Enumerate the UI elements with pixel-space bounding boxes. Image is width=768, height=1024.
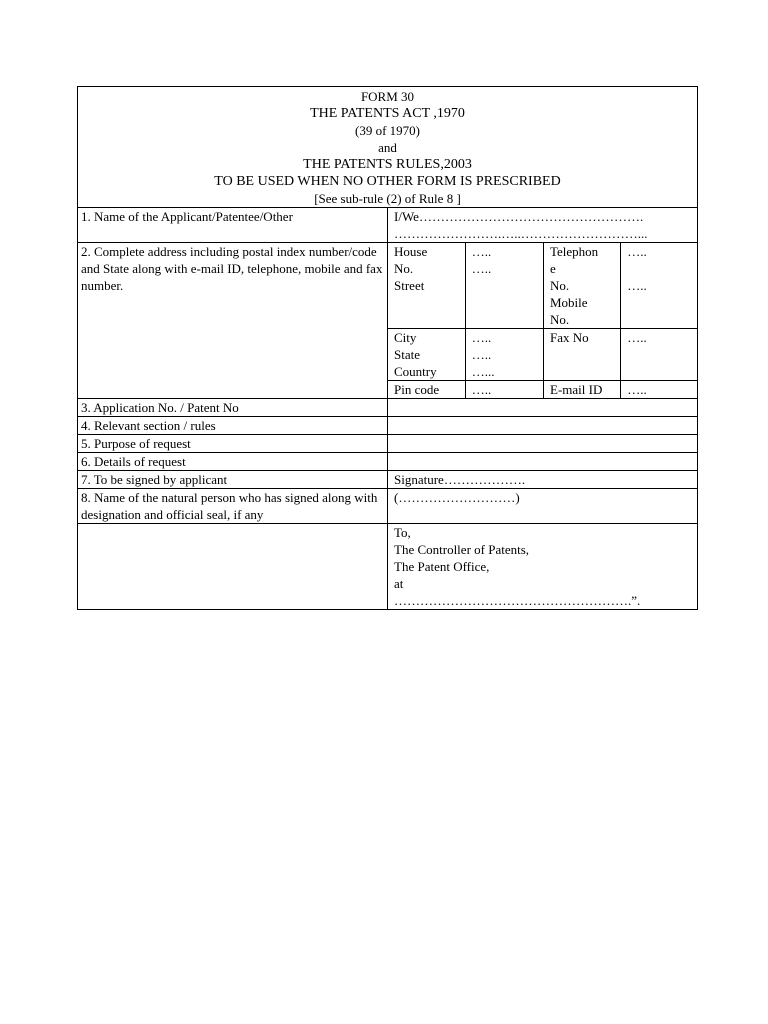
house-street-values[interactable] [465, 243, 543, 329]
telephone-value: ….. [627, 244, 647, 259]
house-label-no: No. [394, 261, 414, 276]
applicant-name-label: 1. Name of the Applicant/Patentee/Other [78, 208, 388, 243]
city-state-country-labels [388, 329, 465, 381]
phone-mobile-values[interactable] [621, 243, 697, 329]
email-label: E-mail ID [544, 381, 621, 399]
fax-label: Fax No [544, 329, 621, 381]
conjunction: and [378, 140, 397, 155]
house-label: House [394, 244, 428, 259]
purpose-field[interactable] [388, 435, 698, 453]
address-label: 2. Complete address including postal index number/code and State along with e-mail ID, telephone, mobile and fax number. [78, 243, 388, 399]
email-value[interactable]: ….. [621, 381, 697, 399]
street-label: Street [394, 278, 425, 293]
street-value: ….. [471, 261, 492, 276]
mobile-label: Mobile [550, 295, 588, 310]
relevant-section-label: 4. Relevant section / rules [78, 417, 388, 435]
city-value: ….. [471, 330, 492, 345]
addressee-block [388, 524, 698, 610]
city-label: City [394, 330, 417, 345]
address-table [388, 243, 697, 398]
signatory-field[interactable]: (………………………) [388, 489, 698, 524]
act-number: (39 of 1970) [355, 123, 420, 138]
address-fields [388, 243, 698, 399]
signatory-label: 8. Name of the natural person who has signed along with designation and official seal, if any [78, 489, 388, 524]
table-row [78, 524, 698, 610]
signature-field[interactable]: Signature………………. [388, 471, 698, 489]
application-number-label: 3. Application No. / Patent No [78, 399, 388, 417]
relevant-section-field[interactable] [388, 417, 698, 435]
form-header [78, 87, 698, 208]
form-number: FORM 30 [360, 89, 415, 104]
country-label: Country [394, 364, 437, 379]
empty-cell [78, 524, 388, 610]
mobile-label-no: No. [550, 312, 570, 327]
details-field[interactable] [388, 453, 698, 471]
fax-value[interactable]: ….. [621, 329, 697, 381]
telephone-label-e: e [550, 261, 556, 276]
mobile-value: ….. [627, 278, 647, 293]
house-street-labels [388, 243, 465, 329]
table-row [78, 243, 698, 399]
table-row [78, 399, 698, 417]
addressee-to: To, [394, 525, 411, 540]
addressee-at: at [394, 576, 404, 591]
spacer [627, 260, 691, 277]
applicant-name-line-1: I/We……………………………………………. [394, 209, 644, 224]
table-row [78, 489, 698, 524]
signature-label: 7. To be signed by applicant [78, 471, 388, 489]
patent-form-30 [77, 86, 698, 610]
city-state-country-values[interactable] [465, 329, 543, 381]
country-value: …... [471, 364, 495, 379]
details-label: 6. Details of request [78, 453, 388, 471]
telephone-label-no: No. [550, 278, 570, 293]
application-number-field[interactable] [388, 399, 698, 417]
applicant-name-field[interactable] [388, 208, 698, 243]
addressee-controller: The Controller of Patents, [394, 542, 530, 557]
state-label: State [394, 347, 420, 362]
telephone-label: Telephon [550, 244, 599, 259]
table-row [78, 208, 698, 243]
table-row [78, 453, 698, 471]
table-row [78, 435, 698, 453]
sub-rule-reference: [See sub-rule (2) of Rule 8 ] [314, 191, 461, 206]
state-value: ….. [471, 347, 492, 362]
table-row [78, 471, 698, 489]
addressee-location-field[interactable]: ……………………………………………….”. [394, 593, 641, 608]
applicant-name-line-2: …………………….…..………………………... [394, 226, 648, 241]
pin-value[interactable]: ….. [465, 381, 543, 399]
act-title: THE PATENTS ACT ,1970 [310, 106, 465, 121]
phone-mobile-labels [544, 243, 621, 329]
house-value: ….. [471, 244, 492, 259]
pin-label: Pin code [388, 381, 465, 399]
addressee-office: The Patent Office, [394, 559, 490, 574]
table-row [78, 417, 698, 435]
rules-title: THE PATENTS RULES,2003 [303, 157, 472, 172]
usage-note: TO BE USED WHEN NO OTHER FORM IS PRESCRIBED [214, 174, 561, 189]
purpose-label: 5. Purpose of request [78, 435, 388, 453]
